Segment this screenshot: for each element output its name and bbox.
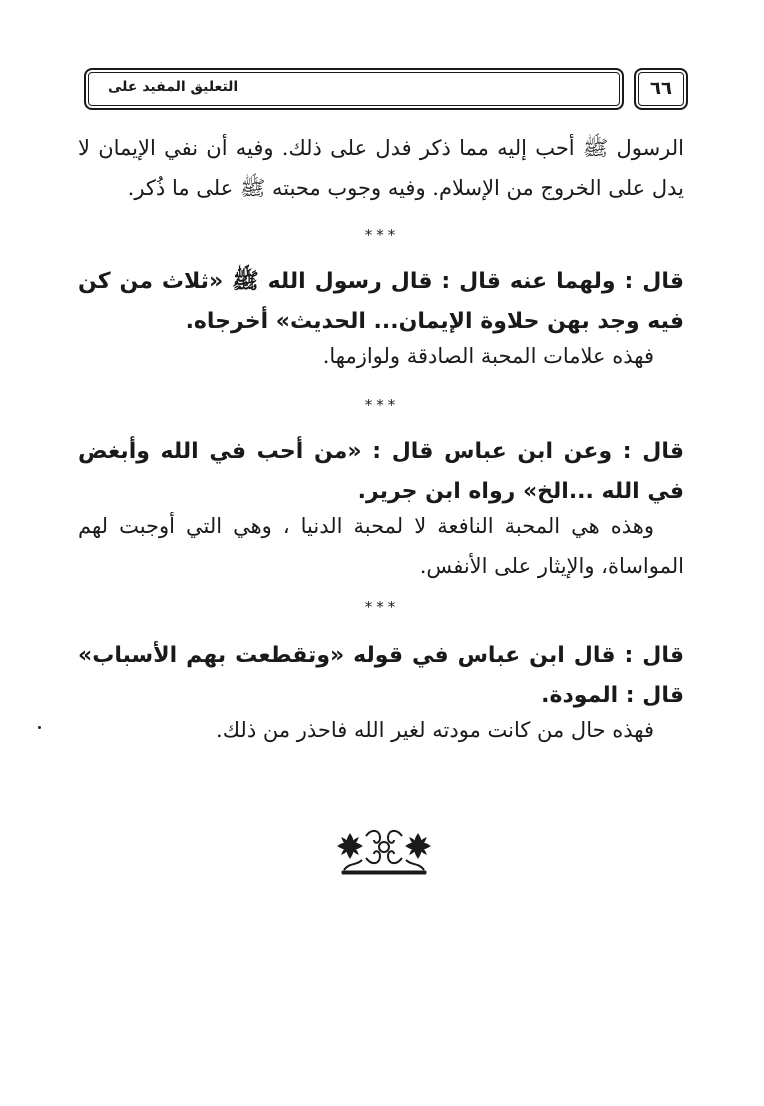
- page-number: ٦٦: [634, 68, 688, 110]
- commentary-text: [78, 336, 684, 376]
- commentary-line: فهذه علامات المحبة الصادقة ولوازمها.: [322, 344, 654, 368]
- commentary-text: [78, 506, 684, 586]
- quote-text: قال : وعن ابن عباس قال : «من أحب في الله وأبغض في الله ...الخ» رواه ابن جرير.: [78, 439, 684, 504]
- separator-stars: ***: [364, 598, 400, 616]
- opening-paragraph: الرسول ﷺ أحب إليه مما ذكر فدل على ذلك. وفيه أن نفي الإيمان لا يدل على الخروج من الإسلام. وفيه وجوب محبته ﷺ على ما ذُكر.: [78, 136, 684, 200]
- floral-ornament-icon: [336, 826, 432, 878]
- title-frame: [84, 68, 624, 110]
- book-title: التعليق المفيد على: [108, 79, 239, 95]
- quote-text: قال : قال ابن عباس في قوله «وتقطعت بهم الأسباب» قال : المودة.: [78, 643, 684, 708]
- commentary-line: فهذه حال من كانت مودته لغير الله فاحذر من ذلك.: [216, 718, 654, 742]
- separator-stars: ***: [364, 396, 400, 414]
- margin-dot: [38, 726, 41, 729]
- commentary-line: وهذه هي المحبة النافعة لا لمحبة الدنيا ، وهي التي أوجبت لهم المواساة، والإيثار على الأنفس.: [78, 514, 684, 578]
- page-header: [84, 68, 688, 110]
- commentary-text: [78, 710, 684, 750]
- separator-stars: ***: [364, 226, 400, 244]
- quote-text: قال : ولهما عنه قال : قال رسول الله ﷺ «ثلاث من كن فيه وجد بهن حلاوة الإيمان... الحديث» أخرجاه.: [78, 269, 684, 334]
